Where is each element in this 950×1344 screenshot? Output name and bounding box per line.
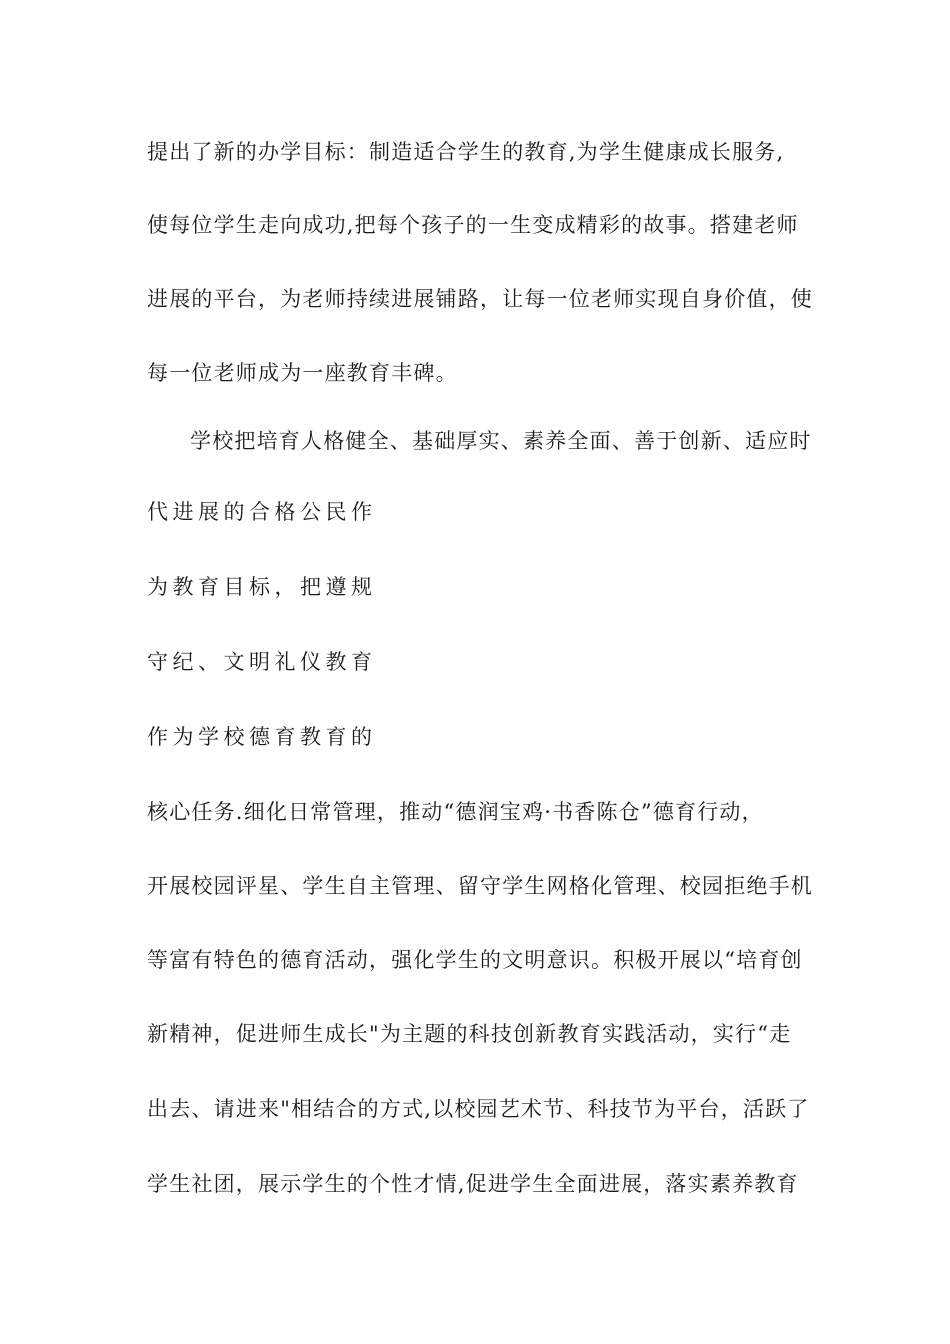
paragraph-line: 学生社团，展示学生的个性才情,促进学生全面进展，落实素养教育 <box>147 1172 799 1196</box>
paragraph-line: 为教育目标，把遵规 <box>147 575 377 599</box>
paragraph-line: 守纪、文明礼仪教育 <box>147 650 377 674</box>
paragraph-line: 代进展的合格公民作 <box>147 500 377 524</box>
paragraph-line: 学校把培育人格健全、基础厚实、素养全面、善于创新、适应时 <box>190 429 812 453</box>
paragraph-line: 使每位学生走向成功,把每个孩子的一生变成精彩的故事。搭建老师 <box>147 213 799 237</box>
paragraph-line: 作为学校德育教育的 <box>147 725 377 749</box>
paragraph-line: 开展校园评星、学生自主管理、留守学生网格化管理、校园拒绝手机 <box>147 874 813 898</box>
paragraph-line: 核心任务.细化日常管理，推动“德润宝鸡·书香陈仓”德育行动， <box>147 800 764 824</box>
paragraph-line: 新精神，促进师生成长"为主题的科技创新教育实践活动，实行“走 <box>147 1022 792 1046</box>
paragraph-line: 等富有特色的德育活动，强化学生的文明意识。积极开展以“培育创 <box>147 948 803 972</box>
paragraph-line: 进展的平台，为老师持续进展铺路，让每一位老师实现自身价值，使 <box>147 287 813 311</box>
paragraph-line: 每一位老师成为一座教育丰碑。 <box>147 361 458 385</box>
paragraph-line: 出去、请进来"相结合的方式,以校园艺术节、科技节为平台，活跃了 <box>147 1097 810 1121</box>
paragraph-line: 提出了新的办学目标：制造适合学生的教育,为学生健康成长服务, <box>147 140 785 164</box>
